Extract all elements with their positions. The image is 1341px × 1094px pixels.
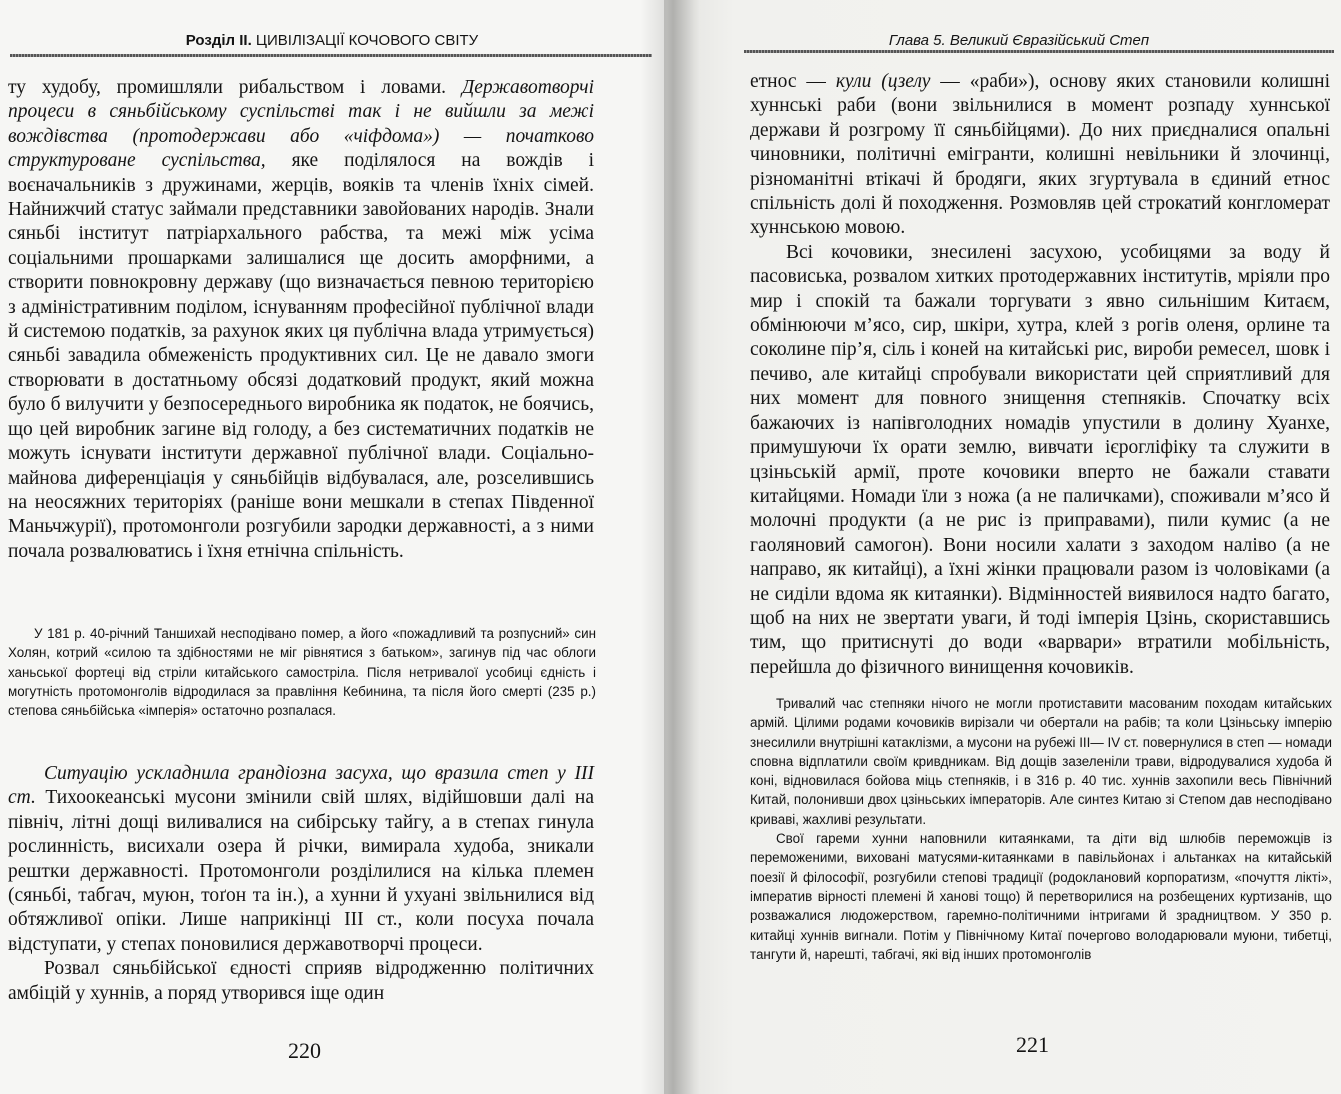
right-body-block <box>750 70 1330 680</box>
right-paragraph-1-italic: кули (цзелу <box>835 71 931 92</box>
running-head-title: ЦИВІЛІЗАЦІЇ КОЧОВОГО СВІТУ <box>251 32 479 49</box>
left-header-rule <box>10 54 652 57</box>
left-paragraph-3: Розвал сяньбійської єдності сприяв відродженню політичних амбіцій у хуннів, а поряд утворився іще один <box>8 958 594 1004</box>
right-page-number: 221 <box>1016 1032 1049 1057</box>
left-page-number: 220 <box>288 1038 321 1063</box>
right-paragraph-1-start: етнос — <box>750 71 836 92</box>
right-paragraph-1 <box>750 70 1330 241</box>
book-gutter-shadow <box>640 0 700 1094</box>
left-small-paragraph: У 181 р. 40-річний Таншихай несподівано помер, а його «пожадливий та розпусний» син Холян, котрий «силою та здібностями не міг рівнятися з батьком», загинув під час облоги ханьської фортеці від стріли китайського самостріла. Після нетривалої усобиці єдність і могутність протомонголів відродилася за правління Кебинина, та після його смерті (235 р.) степова сяньбійська «імперія» остаточно розпалася. <box>8 626 596 719</box>
running-head-section: Розділ II. <box>185 32 252 49</box>
right-paragraph-1-rest: — «раби»), основу яких становили колишні хуннські раби (вони звільнилися в момент розпаду хуннської держави й розгрому її сяньбійцями). До них приєдналися опальні чиновники, політичні емігранти, колишні невільники й злочинці, різноманітні втікачі й бродяги, яких згуртувала в єдиний етнос спільність долі й походження. Розмовляв цей строкатий конгломерат хуннською мовою. <box>750 71 1330 239</box>
right-small-paragraph-1: Тривалий час степняки нічого не могли протиставити масованим походам китайських армій. Цілими родами кочовиків вирізали чи обертали на рабів; та коли Цзіньську імперію знесилили внутрішні катаклізми, а мусони на рубежі III— IV ст. повернулися в степ — номади сповна відплатили своїм кривдникам. Від дощів зазеленіли трави, відродувалися худоба й коні, відновилася бойова міць степняків, і в 316 р. 40 тис. хуннів захопили весь Північний Китай, полонивши двох цзіньських імператорів. Але синтез Китаю зі Степом дав несподівано криваві, жахливі результати. <box>750 696 1332 827</box>
left-paragraph-2-italic: Ситуацію ускладнила грандіозна засуха, що вразила степ у III ст. <box>8 763 594 809</box>
left-paragraph-1-rest: яке поділялося на вождів і воєначальників з дружинами, жерців, вояків та членів їхніх сімей. Найнижчий статус займали представники завойованих народів. Знали сяньбі інститут патріархального рабства, та межі між усіма соціальними прошарками залишалися ще досить аморфними, а створити повнокровну державу (що визначається певною територією з адміністративним поділом, існуванням професійної публічної влади й системою податків, за рахунок яких ця публічна влада утримується) сяньбі завадила обмеженість продуктивних сил. Це не давало змоги створювати в достатньому обсязі додатковий продукт, який можна було б вилучити у безпосереднього виробника як податок, не боячись, що цей виробник загине від голоду, а без систематичних податків не можуть існувати інститути державної публічної влади. Соціально-майнова диференціація у сяньбійців відбувалася, але, розселившись на неосяжних територіях (раніше вони мешкали в степах Південної Маньчжурії), протомонголи розгубили зародки державності, а з ними почала розвалюватись і їхня етнічна спільність. <box>8 150 594 562</box>
left-paragraph-1-start: ту худобу, промишляли рибальством і ловами. <box>8 77 462 98</box>
left-body-block-2 <box>8 762 594 1006</box>
left-paragraph-1 <box>8 76 594 564</box>
right-small-paragraph-2: Свої гареми хунни наповнили китаянками, та діти від шлюбів переможців із переможеними, виховані матусями-китаянками в павільйонах і альтанках на китайській поезії й філософії, розгубили степові традиції (родоклановий корпоратизм, «почуття лікті», імператив вірності племені й хановi тощо) й перетворилися на розбещених куртизанів, що розважалися людожерством, гаремно-політичними інтригами й зрадництвом. У 350 р. китайці хуннів вигнали. Потім у Північному Китаї почергово володарювали муюни, тибетці, тангути й, нарешті, табгачі, які від інших протомонголів <box>750 831 1332 962</box>
right-running-head: Глава 5. Великий Євразійський Степ <box>888 32 1150 49</box>
left-paragraph-1-italic: Державотворчі процеси в сяньбійському суспільстві так і не вийшли за межі вождівства (протодержави або «чіфдома») — початково структуроване суспільства, <box>8 77 594 172</box>
right-small-print <box>750 694 1332 964</box>
left-running-head <box>0 32 664 49</box>
left-paragraph-2-rest: Тихоокеанські мусони змінили свій шлях, відійшовши далі на північ, літні дощі виливалися на сибірську тайгу, а в степах гинула рослинність, висихали озера й річки, вимирала худоба, зникали рештки державності. Протомонголи розділилися на кілька племен (сяньбі, табгач, муюн, тоґон та ін.), а хунни й ухуані звільнилися від обтяжливої опіки. Лише наприкінці III ст., коли посуха почала відступати, у степах поновилися державотворчі процеси. <box>8 787 594 955</box>
right-header-rule <box>744 50 1334 53</box>
left-page <box>0 0 664 1094</box>
left-small-print <box>8 624 596 720</box>
right-page <box>664 0 1341 1094</box>
left-paragraph-2 <box>8 762 594 957</box>
right-paragraph-2: Всі кочовики, знесилені засухою, усобицями за воду й пасовиська, розвалом хитких протодержавних інститутів, мріяли про мир і спокій та бажали торгувати з явно сильнішим Китаєм, обмінюючи м’ясо, сир, шкіри, хутра, клей з рогів оленя, орлине та соколине пір’я, сіль і коней на китайські рис, вироби ремесел, шовк і печиво, але китайці спробували використати цей сприятливий для них момент для повного знищення степняків. Спочатку всіх бажаючих із напівголодних номадів упустили в долину Хуанхе, примушуючи їх орати землю, вивчати ієрогліфіку та служити в цзіньській армії, проте кочовики вперто не бажали ставати китайцями. Номади їли з ножа (а не паличками), споживали м’ясо й молочні продукти (а не рис із приправами), пили кумис (а не гаоляновий самогон). Вони носили халати з заходом наліво (а не направо, як китайці), а їхні жінки працювали разом із чоловіками (а не сиділи вдома як китаянки). Відмінностей виявилося надто багато, щоб на них не звертати уваги, й тоді імперія Цзінь, скориставшись тим, що притиснуті до води «варвари» втратили мобільність, перейшла до фізичного винищення кочовиків. <box>750 241 1330 678</box>
left-body-block-1 <box>8 76 594 564</box>
